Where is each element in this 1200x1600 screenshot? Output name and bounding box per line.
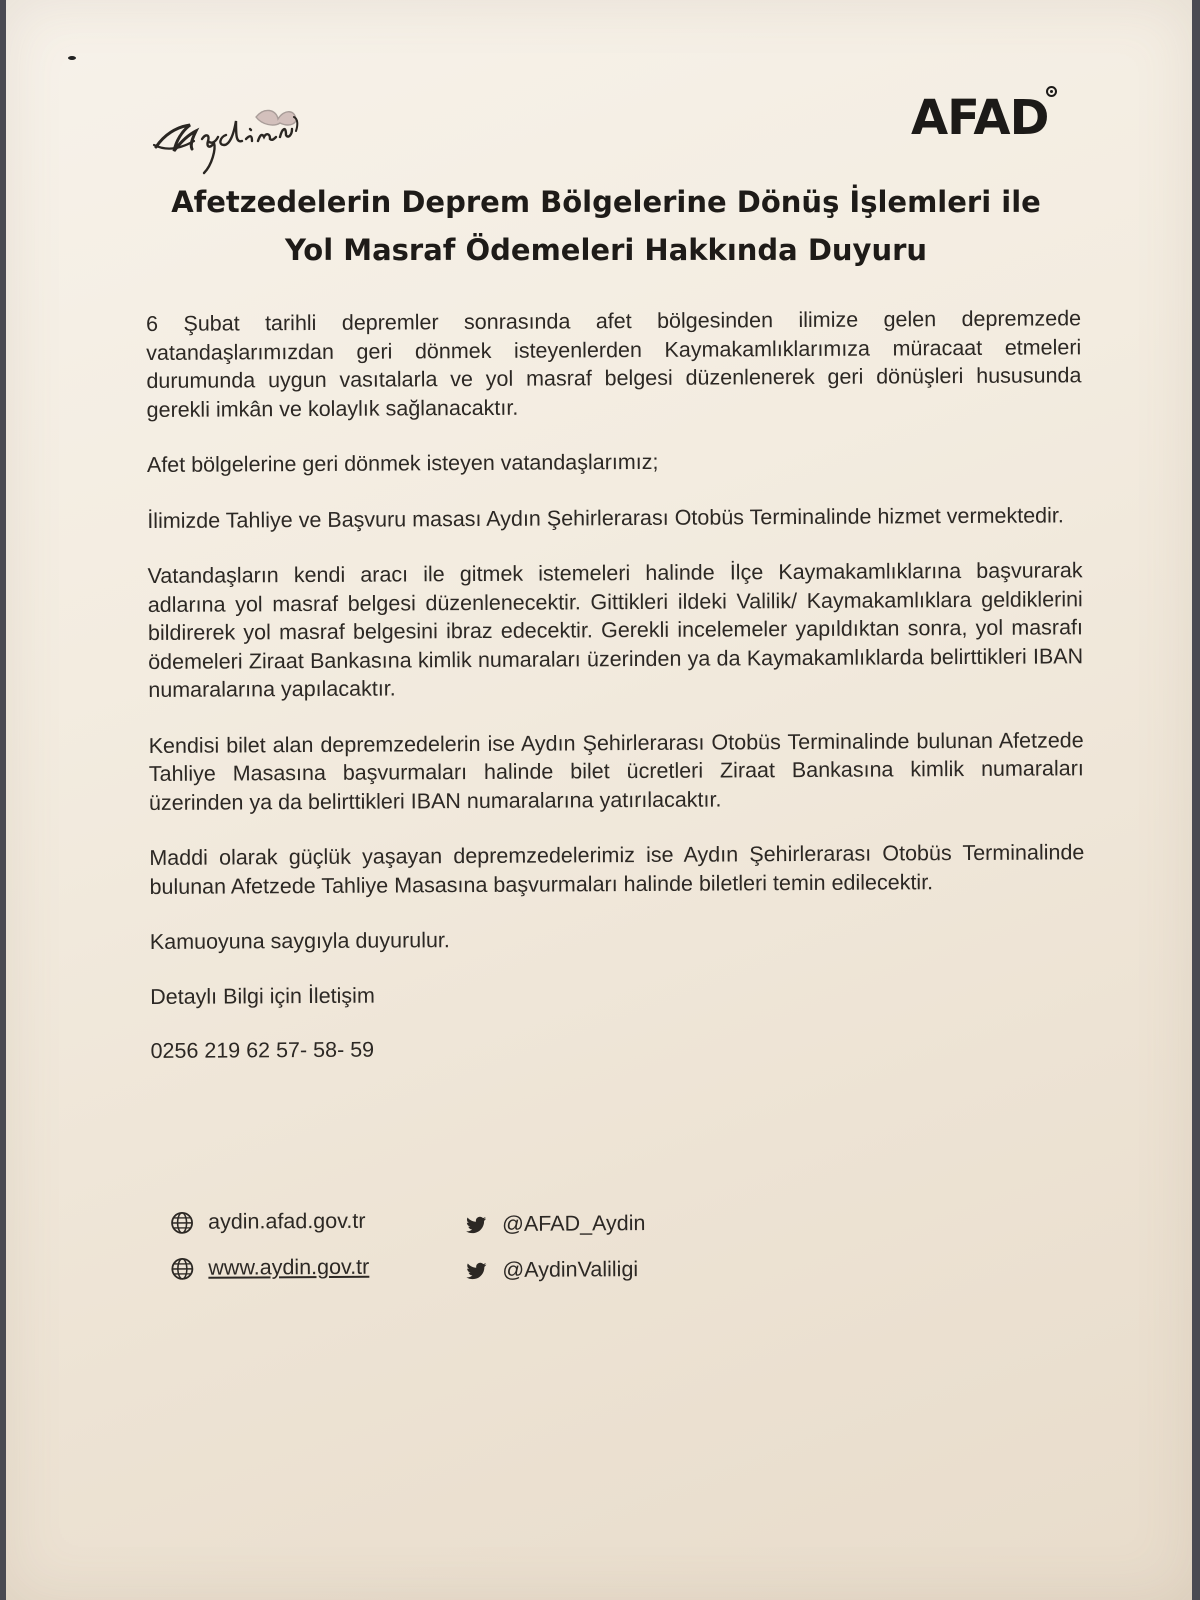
twitter-icon xyxy=(464,1259,488,1283)
paragraph-financial-hardship: Maddi olarak güçlük yaşayan depremzedelerimiz ise Aydın Şehirlerarası Otobüs Terminalinde bulunan Afetzede Tahliye Masasına başvurmaları halinde biletleri temin edilecektir. xyxy=(149,840,1085,899)
page-title xyxy=(146,178,1066,274)
website-link-afad[interactable]: aydin.afad.gov.tr xyxy=(207,1208,366,1234)
aydin-logo-graphic xyxy=(146,95,316,185)
contact-website-governorship[interactable] xyxy=(170,1255,369,1281)
aydin-logo xyxy=(146,95,316,185)
paragraph-own-vehicle: Vatandaşların kendi aracı ile gitmek istemeleri halinde İlçe Kaymakamlıklarına başvurarak adlarına yol masraf belgesi düzenlenecektir. Gittikleri ildeki Valilik/ Kaymakamlıklara geldiklerini bildirerek yol masraf belgesini ibraz edecektir. Gerekli incelemeler yapıldıktan sonra, yol masrafı ödemeleri Ziraat Bankasına kimlik numaraları üzerinden ya da Kaymakamlıklarda belirttikleri IBAN numaralarına yapılacaktır. xyxy=(147,558,1084,702)
contact-links xyxy=(166,1207,727,1310)
title-line-1: Afetzedelerin Deprem Bölgelerine Dönüş İşlemleri ile xyxy=(171,185,1041,219)
phone-number: 0256 219 62 57- 58- 59 xyxy=(150,1037,375,1063)
notice-sheet xyxy=(6,0,1192,1600)
contact-twitter-afad[interactable] xyxy=(464,1211,645,1237)
paragraph-terminal-desk: İlimizde Tahliye ve Başvuru masası Aydın Şehirlerarası Otobüs Terminalinde hizmet vermektedir. xyxy=(147,502,1064,533)
globe-icon xyxy=(170,1256,194,1280)
paragraph-intro: 6 Şubat tarihli depremler sonrasında afet bölgesinden ilimize gelen depremzede vatandaşlarımızdan geri dönmek isteyenlerden Kaymakamlıklarımıza müracaat etmeleri durumunda uygun vasıtalarla ve yol masraf belgesi düzenlenerek geri dönüşleri hususunda gerekli imkân ve kolaylık sağlanacaktır. xyxy=(146,306,1082,422)
twitter-handle-afad[interactable]: @AFAD_Aydin xyxy=(502,1211,646,1236)
website-link-governorship[interactable]: www.aydin.gov.tr xyxy=(208,1254,370,1280)
paragraph-audience: Afet bölgelerine geri dönmek isteyen vatandaşlarımız; xyxy=(146,449,659,477)
contact-twitter-governorship[interactable] xyxy=(464,1257,638,1283)
notice-body xyxy=(146,304,1086,1065)
twitter-handle-governorship[interactable]: @AydinValiligi xyxy=(502,1257,639,1282)
twitter-icon xyxy=(464,1213,488,1237)
contact-website-afad[interactable] xyxy=(170,1209,366,1235)
registered-mark-icon xyxy=(1046,86,1057,97)
paper-speck xyxy=(68,56,76,60)
contact-heading: Detaylı Bilgi için İletişim xyxy=(150,983,375,1009)
paragraph-ticket-refund: Kendisi bilet alan depremzedelerin ise Aydın Şehirlerarası Otobüs Terminalinde bulunan Afetzede Tahliye Masasına başvurmaları halinde bilet ücretleri Ziraat Bankasına kimlik numaraları üzerinden ya da belirttikleri IBAN numaralarına yatırılacaktır. xyxy=(148,727,1084,815)
paragraph-closing: Kamuoyuna saygıyla duyurulur. xyxy=(149,928,450,954)
title-line-2: Yol Masraf Ödemeleri Hakkında Duyuru xyxy=(284,233,928,267)
globe-icon xyxy=(170,1210,194,1234)
afad-logo: AFAD xyxy=(911,90,1049,146)
